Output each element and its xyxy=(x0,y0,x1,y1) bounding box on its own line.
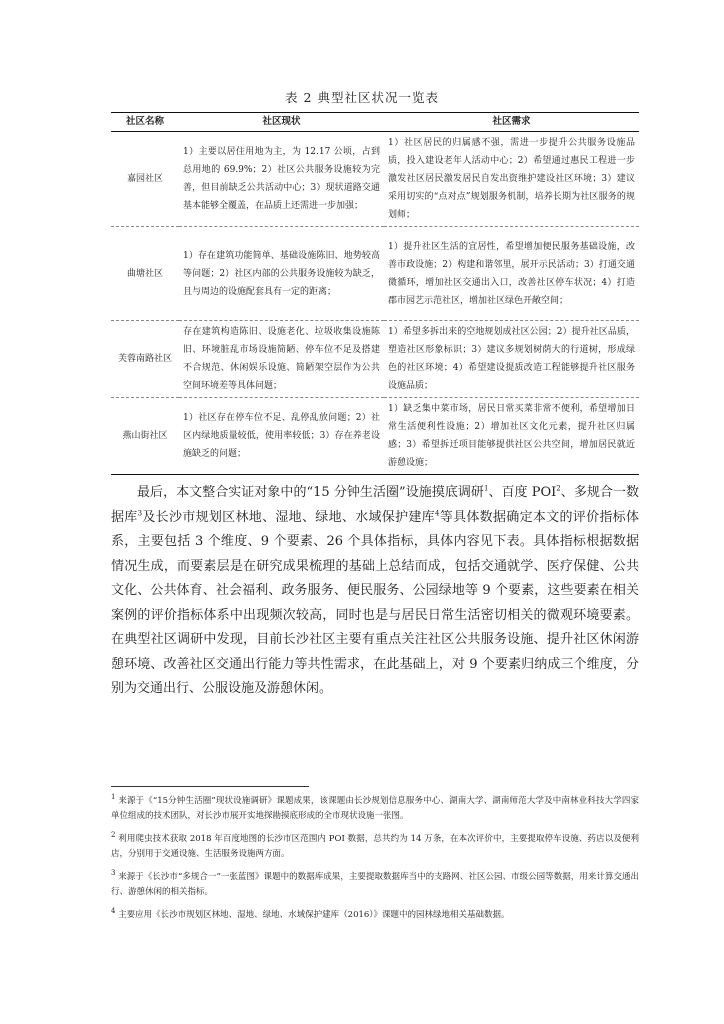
footnote xyxy=(111,870,639,899)
community-status-cell: 存在建筑构造陈旧、设施老化、垃圾收集设施陈旧、环境脏乱市场设施简陋、停车位不足及搭建不合规范、休闲娱乐设施、简陋架空层作为公共空间环境差等具体问题； xyxy=(179,321,384,398)
footnote-ref: 1 xyxy=(483,484,489,493)
body-text-segment: 等具体数据确定本文的评价指标体系，主要包括 3 个维度、9 个要素、26 个具体指标，具体内容见下表。具体指标根据数据情况生成，而要素层是在研究成果梳理的基础上总结而成，包括交通就学、医疗保健、公共文化、公共体育、社会福利、政务服务、便民服务、公园绿地等 9 个要素，这些要素在相关案例的评价指标体系中出现频次较高，同时也是与居民日常生活密切相关的微观环境要素。在典型社区调研中发现，目前长沙社区主要有重点关注社区公共服务设施、提升社区休闲游憩环境、改善社区交通出行能力等共性需求，在此基础上，对 9 个要素归纳成三个维度，分别为交通出行、公服设施及游憩休闲。 xyxy=(111,509,639,696)
footnote-ref: 4 xyxy=(435,509,440,518)
footnotes xyxy=(111,794,639,932)
community-status-cell: 1）社区存在停车位不足、乱停乱放问题；2）社区内绿地质量较低，使用率较低；3）存在养老设施缺乏的问题； xyxy=(179,398,384,475)
community-name-cell: 燕山街社区 xyxy=(111,398,179,475)
community-name-cell: 芙蓉南路社区 xyxy=(111,321,179,398)
footnote xyxy=(111,794,639,823)
community-needs-cell: 1）提升社区生活的宜居性，希望增加便民服务基础设施，改善市政设施；2）构建和谐邻里，展开示民活动；3）打通交通微循环，增加社区交通出入口，改善社区停车状况；4）打造郡市园艺示范社区，增加社区绿色开敞空间； xyxy=(384,227,639,321)
footnote-ref: 3 xyxy=(137,509,143,518)
community-needs-cell: 1）社区居民的归属感不强，需进一步提升公共服务设施品质，投入建设老年人活动中心；2）希望通过惠民工程进一步激发社区居民激发居民自发出资维护建设社区环境；3）建议采用切实的“点对点”规划服务机制，培养长期为社区服务的规划师； xyxy=(384,132,639,227)
table-header-row xyxy=(111,113,639,132)
body-text-segment: 及长沙市规划区林地、湿地、绿地、水域保护建库 xyxy=(142,509,435,525)
footnote-divider xyxy=(111,786,309,787)
body-text-segment: 、多规合一数据库 xyxy=(111,485,639,525)
footnote-text: 来源于《长沙市“多规合一”一张蓝图》课题中的数据库成果，主要提取数据库当中的支路网、社区公园、市级公园等数据，用来计算交通出行、游憩休闲的相关指标。 xyxy=(111,872,640,897)
footnote-text: 主要应用《长沙市规划区林地、湿地、绿地、水域保护建库（2016）》课题中的园林绿地相关基础数据。 xyxy=(118,910,510,920)
community-needs-cell: 1）希望多拆出来的空地规划成社区公园；2）提升社区品质，塑造社区形象标识；3）建议多规划树荫大的行道树，形成绿色的社区环境；4）希望建设提质改造工程能够提升社区服务设施品质； xyxy=(384,321,639,398)
table-row xyxy=(111,398,639,475)
footnote-number: 1 xyxy=(111,793,116,802)
footnote xyxy=(111,832,639,861)
footnote-number: 4 xyxy=(111,907,116,916)
header-community-name: 社区名称 xyxy=(111,113,179,132)
community-name-cell: 曲塘社区 xyxy=(111,227,179,321)
body-text-segment: 、百度 POI xyxy=(488,485,557,500)
body-text-segment: 最后，本文整合实证对象中的“15 分钟生活圈”设施摸底调研 xyxy=(137,485,484,500)
community-name-cell: 嘉园社区 xyxy=(111,132,179,227)
footnote-ref: 2 xyxy=(556,484,561,493)
table-row xyxy=(111,321,639,398)
community-status-cell: 1）主要以居住用地为主，为 12.17 公顷，占到总用地的 69.9%；2）社区公共服务设施较为完善，但目前缺乏公共活动中心；3）现状道路交通基本能够全覆盖，在品质上还需进一步加强； xyxy=(179,132,384,227)
header-community-needs: 社区需求 xyxy=(384,113,639,132)
footnote-number: 2 xyxy=(111,831,116,840)
community-status-table xyxy=(111,112,639,475)
table-row xyxy=(111,227,639,321)
community-needs-cell: 1）缺乏集中菜市场，居民日常买菜非常不便利，希望增加日常生活便利性设施；2）增加社区文化元素，提升社区归属感；3）希望拆迁项目能够提供社区公共空间，增加居民就近游憩设施； xyxy=(384,398,639,475)
footnote-number: 3 xyxy=(111,869,116,878)
header-community-status: 社区现状 xyxy=(179,113,384,132)
body-paragraph xyxy=(111,481,639,702)
table-caption: 表 2 典型社区状况一览表 xyxy=(285,90,439,105)
footnote-text: 利用爬虫技术获取 2018 年百度地图的长沙市区范围内 POI 数据，总共约为 14 万条，在本次评价中，主要提取停车设施、药店以及便利店，分别用于交通设施、生活服务设施两方面。 xyxy=(111,834,640,859)
footnote-text: 来源于《“15分钟生活圈”现状设施调研》课题成果，该课题由长沙规划信息服务中心、湖南大学、湖南师范大学及中南林业科技大学四家单位组成的技术团队，对长沙市展开实地探勘摸底形成的全市现状设施一张图。 xyxy=(111,796,639,821)
footnote xyxy=(111,908,639,923)
community-status-cell: 1）存在建筑功能简单、基础设施陈旧、地势较高等问题；2）社区内部的公共服务设施较为缺乏，且与周边的设施配套具有一定的距离； xyxy=(179,227,384,321)
table-row xyxy=(111,132,639,227)
